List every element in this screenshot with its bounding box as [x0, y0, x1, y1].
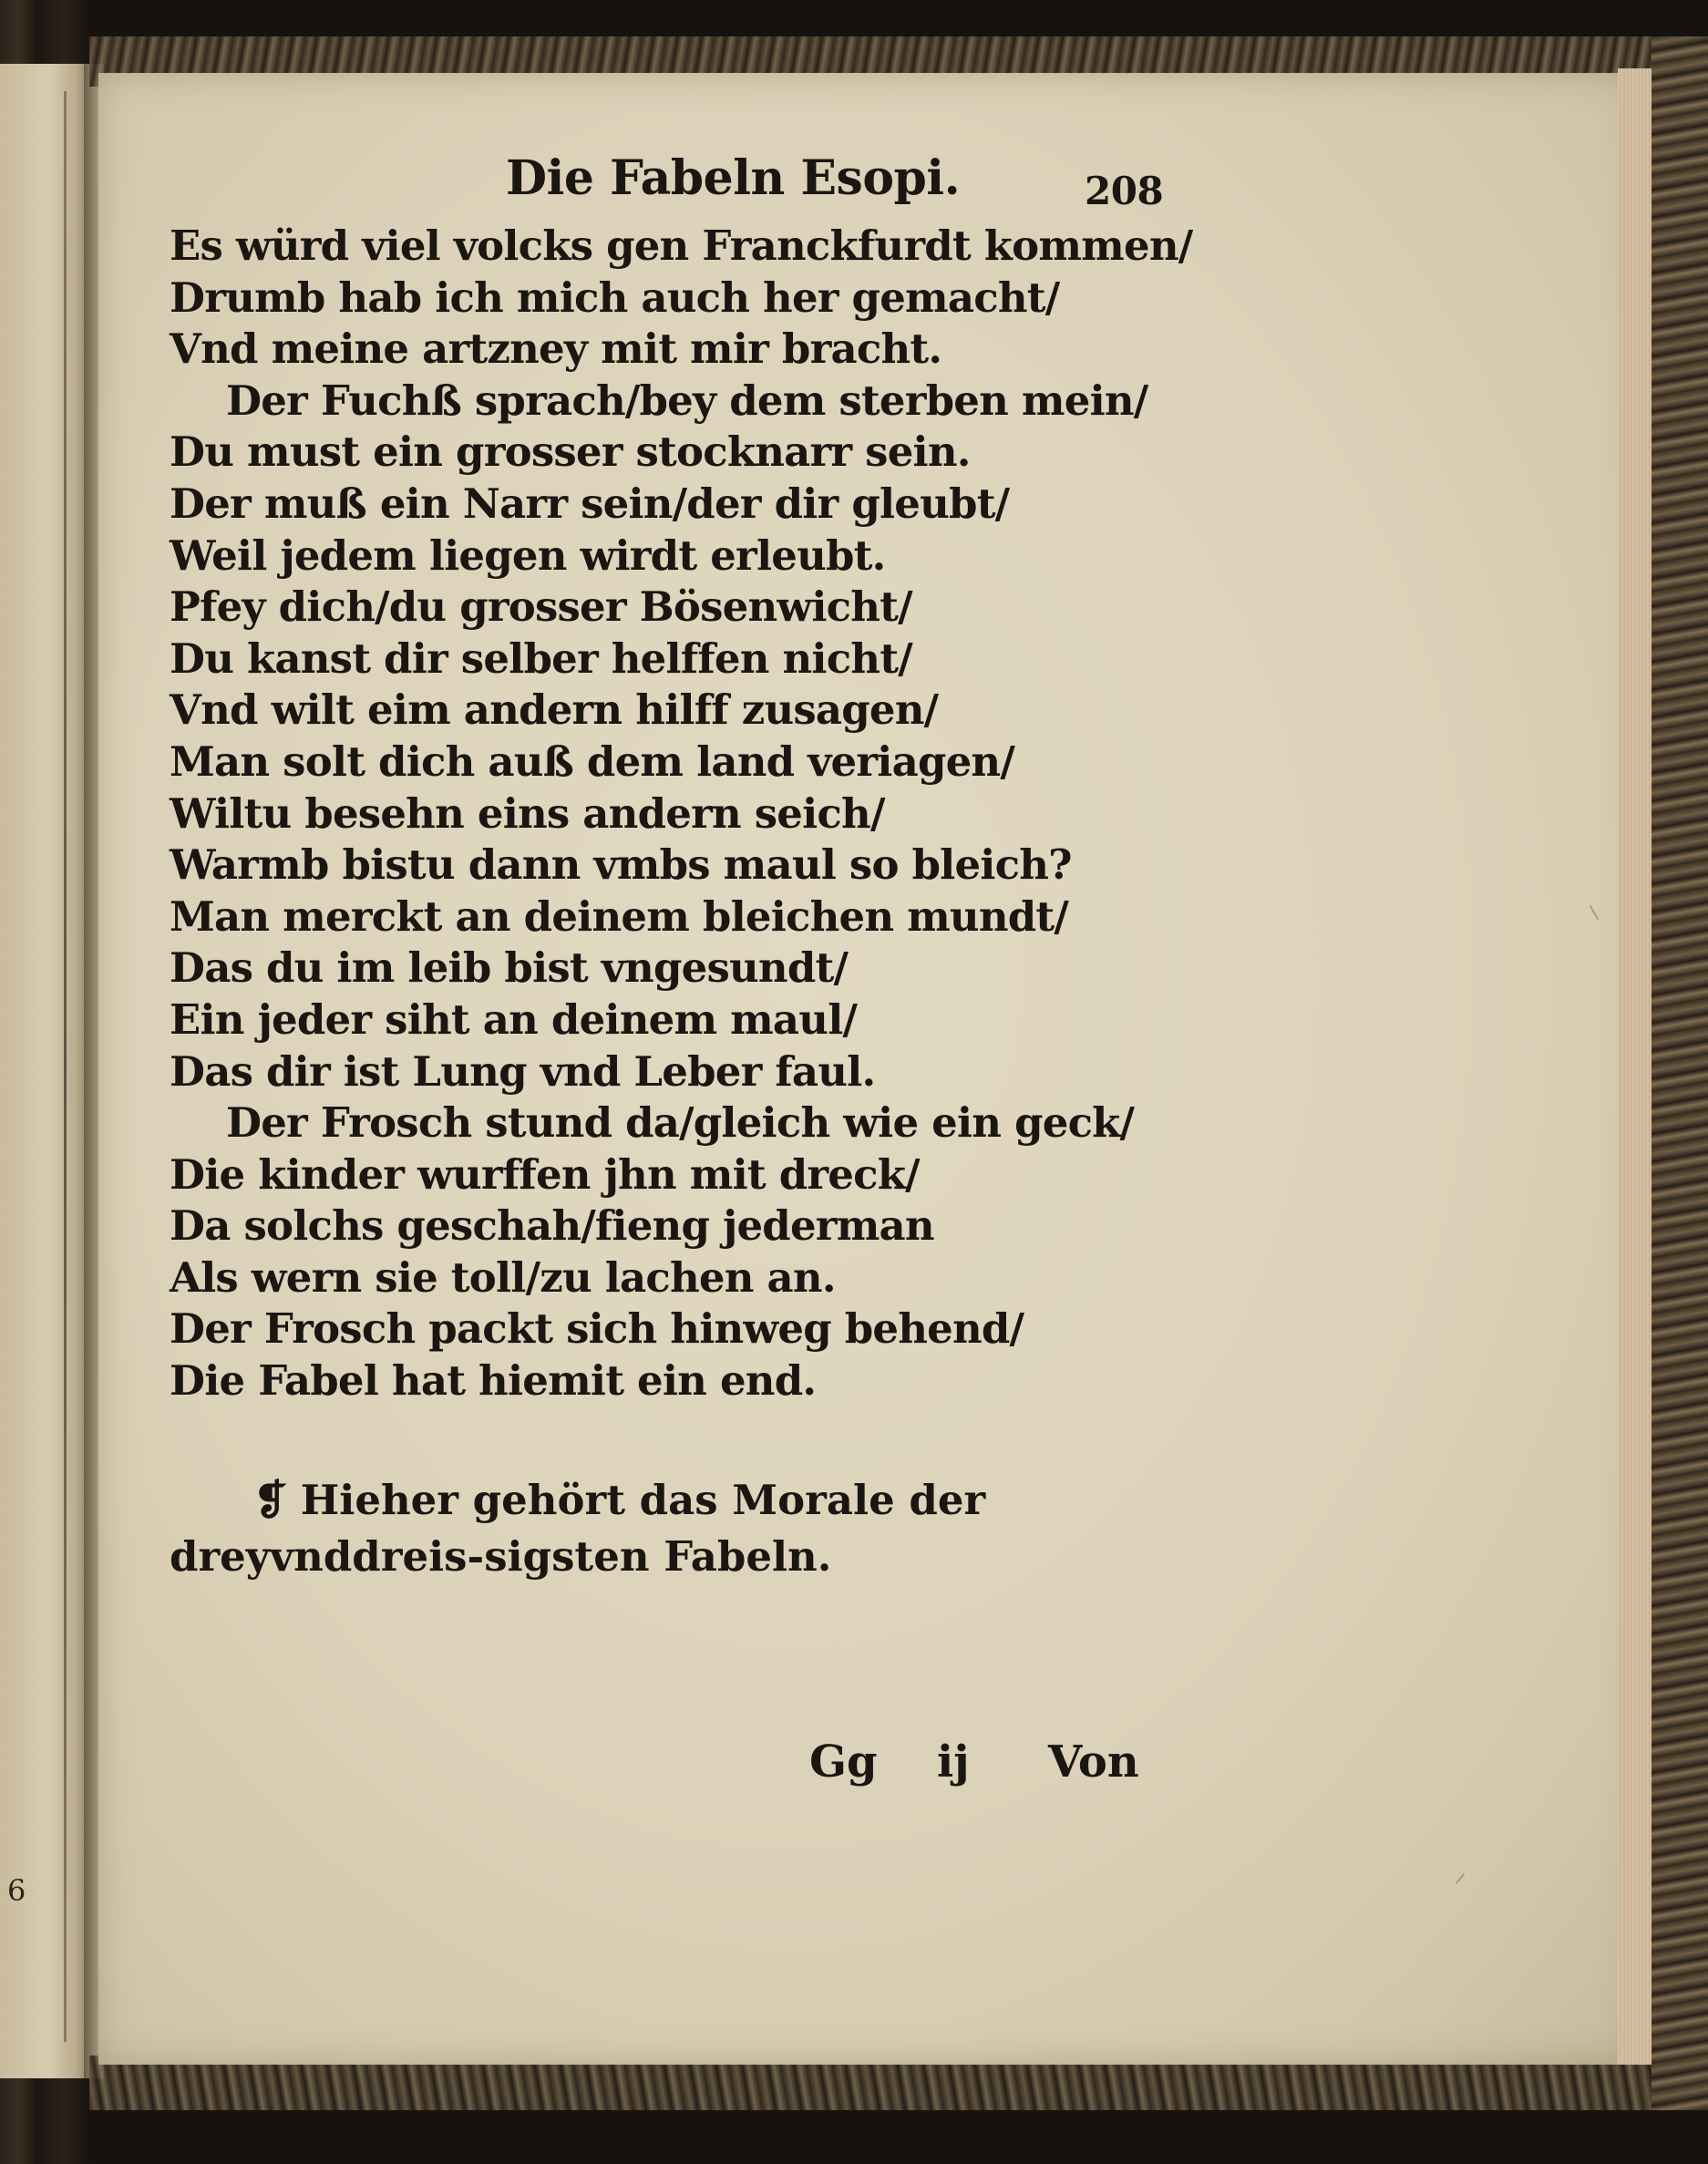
verse-line: Ein jeder siht an deinem maul/ — [170, 994, 858, 1044]
verse-line: Es würd viel volcks gen Franckfurdt kommen/ — [170, 222, 1193, 270]
verse-line: Man merckt an deinem bleichen mundt/ — [170, 891, 1069, 941]
signature-number: ij — [937, 1736, 970, 1788]
page-edges — [1618, 68, 1654, 2065]
verse-line: Du must ein grosser stocknarr sein. — [170, 428, 971, 477]
verse-line: Die Fabel hat hiemit ein end. — [170, 1356, 817, 1406]
verse-line: Du kanst dir selber helffen nicht/ — [170, 634, 912, 683]
catchword: Von — [1048, 1736, 1139, 1788]
verse-line: Man solt dich auß dem land veriagen/ — [170, 737, 1014, 786]
pilcrow-icon: ❡ — [253, 1476, 288, 1524]
facing-page-fragment: 6 — [7, 1873, 26, 1908]
verse-line: Warmb bistu dann vmbs maul so bleich? — [170, 840, 1072, 890]
facing-page-edge — [0, 64, 89, 2078]
verse-line: Das du im leib bist vngesundt/ — [170, 943, 849, 993]
verse-line: Der muß ein Narr sein/der dir gleubt/ — [170, 479, 1010, 528]
cover-right-edge — [1651, 36, 1708, 2110]
verse-line: Da solchs geschah/fieng jederman — [170, 1201, 934, 1251]
verse-line: Wiltu besehn eins andern seich/ — [170, 788, 885, 838]
moral-note-text: Hieher gehört das Morale der dreyvnddreis-sigsten Fabeln. — [170, 1476, 986, 1581]
verse-line: Vnd wilt eim andern hilff zusagen/ — [170, 685, 939, 735]
verse-line: Der Frosch stund da/gleich wie ein geck/ — [226, 1098, 1135, 1148]
verse-line: Das dir ist Lung vnd Leber faul. — [170, 1046, 876, 1096]
verse-line: Weil jedem liegen wirdt erleubt. — [170, 531, 886, 580]
running-head: Die Fabeln Esopi. — [506, 150, 961, 206]
moral-note — [170, 1472, 1163, 1585]
verse-block — [170, 221, 1192, 1407]
verse-line: Als wern sie toll/zu lachen an. — [170, 1252, 836, 1302]
verse-line: Der Fuchß sprach/bey dem sterben mein/ — [226, 376, 1148, 425]
folio-number: 208 — [1085, 169, 1164, 213]
verse-line: Die kinder wurffen jhn mit dreck/ — [170, 1149, 920, 1199]
signature-mark: Gg — [809, 1736, 878, 1788]
verse-line: Drumb hab ich mich auch her gemacht/ — [170, 273, 1060, 322]
verse-line: Vnd meine artzney mit mir bracht. — [170, 325, 942, 374]
facing-page-rule — [64, 91, 67, 2042]
verse-line: Pfey dich/du grosser Bösenwicht/ — [170, 582, 912, 632]
verse-line: Der Frosch packt sich hinweg behend/ — [170, 1304, 1024, 1354]
